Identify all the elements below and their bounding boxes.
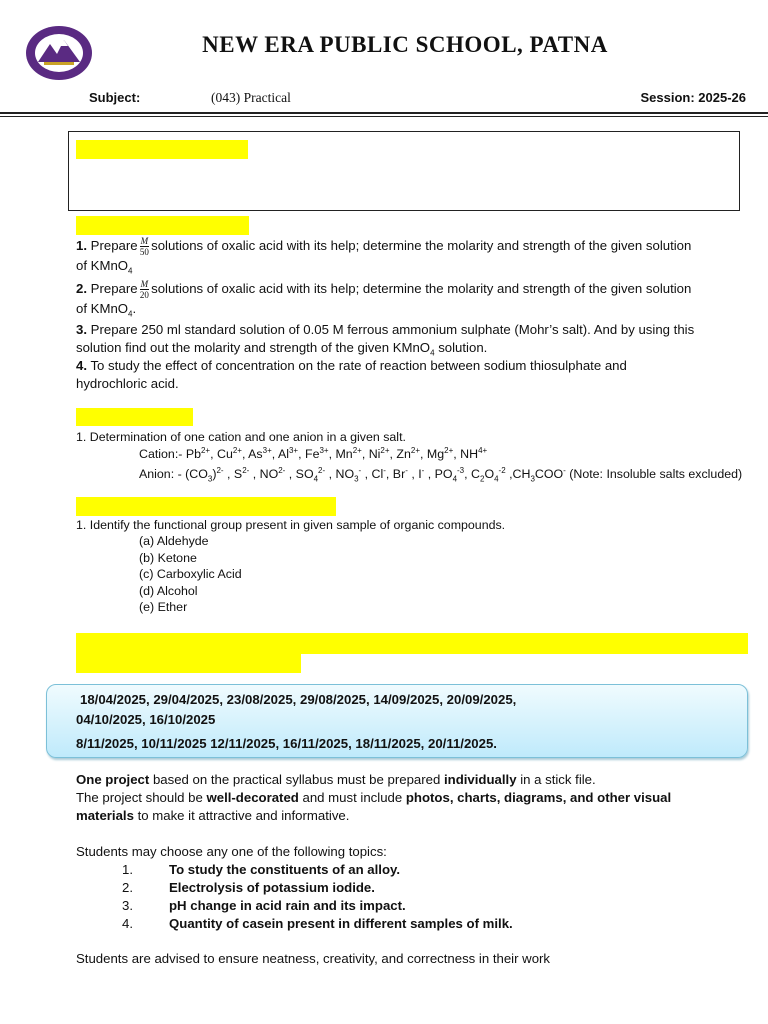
list-item: (a) Aldehyde <box>139 534 209 548</box>
list-item: (b) Ketone <box>139 550 197 565</box>
subject-label: Subject: <box>89 90 141 105</box>
dates-line: 8/11/2025, 10/11/2025 12/11/2025, 16/11/2025, 18/11/2025, 20/11/2025. <box>76 736 497 751</box>
salt-analysis-line: 1. Determination of one cation and one anion in a given salt. <box>76 430 406 444</box>
list-item: (d) Alcohol <box>139 583 198 598</box>
cation-list: Cation:- $Pb^{2+}$, $Cu^{2+}$, $As^{3+}$, $Al^{3+}$, $Fe^{3+}$, $Mn^{2+}$, $Ni^{2+}$, $Zn^{2+}$, $Mg^{2+}$, $NH^{4+}$ <box>139 445 488 461</box>
highlight-bar <box>76 497 336 516</box>
session-label: Session: 2025-26 <box>640 90 746 105</box>
header-rule-thin <box>0 116 768 117</box>
list-item: (e) Ether <box>139 600 188 615</box>
volumetric-item-4: 4. To study the effect of concentration on the rate of reaction between sodium thiosulphate and hydrochloric acid. <box>76 358 627 391</box>
fraction: $\frac{M}{20}$ <box>139 279 149 300</box>
organic-line: 1. Identify the functional group present in given sample of organic compounds. <box>76 518 506 532</box>
anion-list: Anion: - $(CO_3)^{2-}$ , $S^{2-}$ , $NO^{2-}$ , $SO_4^{2-}$ , $NO_3^-$ , Cl-, Br- , I- , $PO_4^{-3}$, $C_2O_4^{-2}$ $,CH_3COO^-$ (Note: Insoluble salts excluded) <box>139 465 743 484</box>
volumetric-item-1: 1. Prepare $\frac{M}{50}$ solutions of oxalic acid with its help; determine the molarity and strength of the given solution of KMnO$_4$ <box>76 236 692 276</box>
volumetric-item-3: 3. Prepare 250 ml standard solution of 0.05 M ferrous ammonium sulphate (Mohr’s salt). And by using this solution find out the molarity and strength of the given KMnO$_4$ solution. <box>76 322 695 358</box>
school-name: NEW ERA PUBLIC SCHOOL, PATNA <box>202 32 608 57</box>
highlight-bar <box>76 633 748 654</box>
dates-line: 04/10/2025, 16/10/2025 <box>76 712 216 727</box>
functional-group-list <box>139 533 242 616</box>
subject-value: (043) Practical <box>211 90 291 105</box>
header-rule <box>0 112 768 114</box>
highlight-bar <box>76 654 301 673</box>
project-paragraph: One project based on the practical syllabus must be prepared individually in a stick file. The project should be well-decorated and must include photos, charts, diagrams, and other visual materials to make it attractive and informative. <box>76 772 672 823</box>
closing-note: Students are advised to ensure neatness, creativity, and correctness in their work <box>76 951 551 966</box>
highlight-bar <box>76 408 193 426</box>
highlight-bar <box>76 140 248 159</box>
list-item: (c) Carboxylic Acid <box>139 567 242 582</box>
topics-intro: Students may choose any one of the following topics: <box>76 844 387 859</box>
highlight-bar <box>76 216 249 235</box>
dates-line: 18/04/2025, 29/04/2025, 23/08/2025, 29/08/2025, 14/09/2025, 20/09/2025, <box>80 692 517 707</box>
fraction: $\frac{M}{50}$ <box>139 236 149 257</box>
volumetric-item-2: 2. Prepare $\frac{M}{20}$ solutions of oxalic acid with its help; determine the molarity and strength of the given solution of KMnO$_4$. <box>76 279 692 319</box>
